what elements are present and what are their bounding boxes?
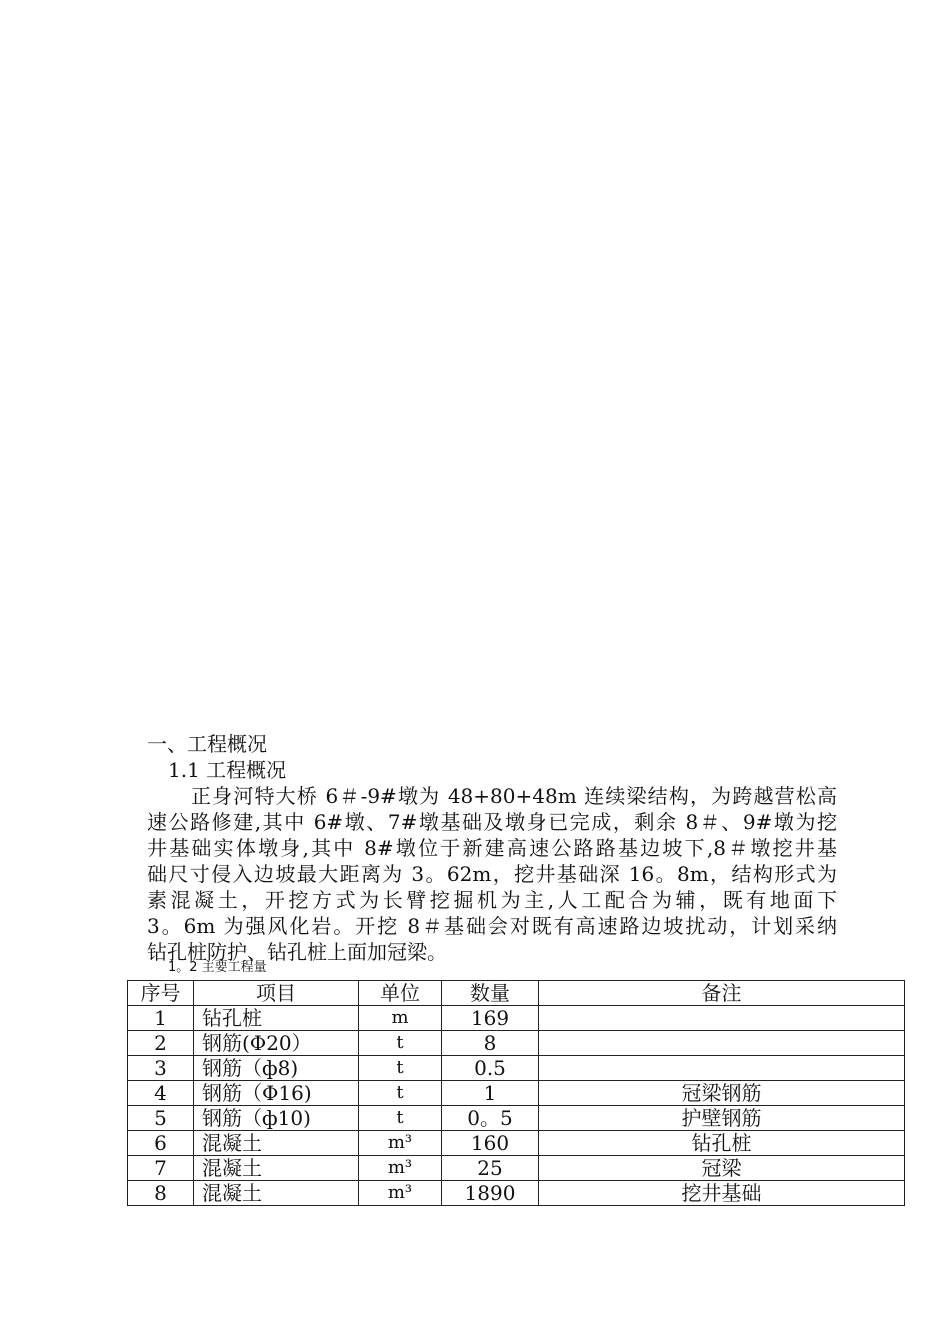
table-row: [128, 1156, 905, 1181]
cell-remarks: 挖井基础: [539, 1181, 905, 1206]
cell-remarks: 钻孔桩: [539, 1131, 905, 1156]
cell-item: 钢筋(Φ20）: [194, 1031, 359, 1056]
cell-item: 混凝土: [194, 1181, 359, 1206]
cell-quantity: 1890: [442, 1181, 539, 1206]
cell-item: 混凝土: [194, 1131, 359, 1156]
cell-unit: t: [359, 1081, 442, 1106]
cell-index: 3: [128, 1056, 194, 1081]
table-row: [128, 1106, 905, 1131]
table-row: [128, 1031, 905, 1056]
overview-line: 正身河特大桥 6＃-9#墩为 48+80+48m 连续梁结构，为跨越营松高: [191, 784, 837, 808]
cell-quantity: 25: [442, 1156, 539, 1181]
table-row: [128, 1006, 905, 1031]
cell-remarks: [539, 1031, 905, 1056]
table-row: [128, 1181, 905, 1206]
cell-remarks: [539, 1006, 905, 1031]
overview-line: 井基础实体墩身,其中 8#墩位于新建高速公路路基边坡下,8＃墩挖井基: [147, 836, 837, 860]
cell-item: 混凝土: [194, 1156, 359, 1181]
cell-remarks: 护壁钢筋: [539, 1106, 905, 1131]
cell-unit: m³: [359, 1131, 442, 1156]
cell-quantity: 160: [442, 1131, 539, 1156]
table-caption: 1。2 主要工程量: [168, 960, 267, 975]
table-header-row: [128, 981, 905, 1006]
cell-quantity: 169: [442, 1006, 539, 1031]
table-row: [128, 1131, 905, 1156]
cell-unit: m³: [359, 1181, 442, 1206]
header-quantity: 数量: [442, 981, 539, 1006]
cell-remarks: [539, 1056, 905, 1081]
cell-index: 5: [128, 1106, 194, 1131]
section-title: 一、工程概况: [147, 732, 267, 756]
header-item: 项目: [194, 981, 359, 1006]
cell-remarks: 冠梁钢筋: [539, 1081, 905, 1106]
cell-index: 8: [128, 1181, 194, 1206]
cell-item: 钢筋（ф8): [194, 1056, 359, 1081]
header-remarks: 备注: [539, 981, 905, 1006]
cell-unit: t: [359, 1106, 442, 1131]
overview-line: 速公路修建,其中 6#墩、7#墩基础及墩身已完成，剩余 8＃、9#墩为挖: [147, 810, 837, 834]
cell-quantity: 1: [442, 1081, 539, 1106]
cell-unit: m: [359, 1006, 442, 1031]
overview-line: 础尺寸侵入边坡最大距离为 3。62m，挖井基础深 16。8m，结构形式为: [147, 862, 837, 886]
cell-index: 4: [128, 1081, 194, 1106]
subsection-title: 1.1 工程概况: [168, 758, 287, 782]
cell-index: 1: [128, 1006, 194, 1031]
cell-quantity: 0.5: [442, 1056, 539, 1081]
cell-item: 钻孔桩: [194, 1006, 359, 1031]
cell-item: 钢筋（Φ16): [194, 1081, 359, 1106]
cell-quantity: 0。5: [442, 1106, 539, 1131]
overview-line: 钻孔桩防护、钻孔桩上面加冠梁。: [147, 940, 447, 964]
header-index: 序号: [128, 981, 194, 1006]
cell-index: 2: [128, 1031, 194, 1056]
overview-line: 3。6m 为强风化岩。开挖 8＃基础会对既有高速路边坡扰动，计划采纳: [147, 914, 837, 938]
overview-paragraph: [147, 783, 837, 965]
cell-item: 钢筋（ф10): [194, 1106, 359, 1131]
cell-unit: m³: [359, 1156, 442, 1181]
cell-unit: t: [359, 1056, 442, 1081]
cell-remarks: 冠梁: [539, 1156, 905, 1181]
cell-quantity: 8: [442, 1031, 539, 1056]
quantities-table: [127, 980, 905, 1206]
table-row: [128, 1081, 905, 1106]
cell-index: 7: [128, 1156, 194, 1181]
table-row: [128, 1056, 905, 1081]
header-unit: 单位: [359, 981, 442, 1006]
overview-line: 素混凝土，开挖方式为长臂挖掘机为主,人工配合为辅，既有地面下: [147, 888, 837, 912]
cell-unit: t: [359, 1031, 442, 1056]
cell-index: 6: [128, 1131, 194, 1156]
